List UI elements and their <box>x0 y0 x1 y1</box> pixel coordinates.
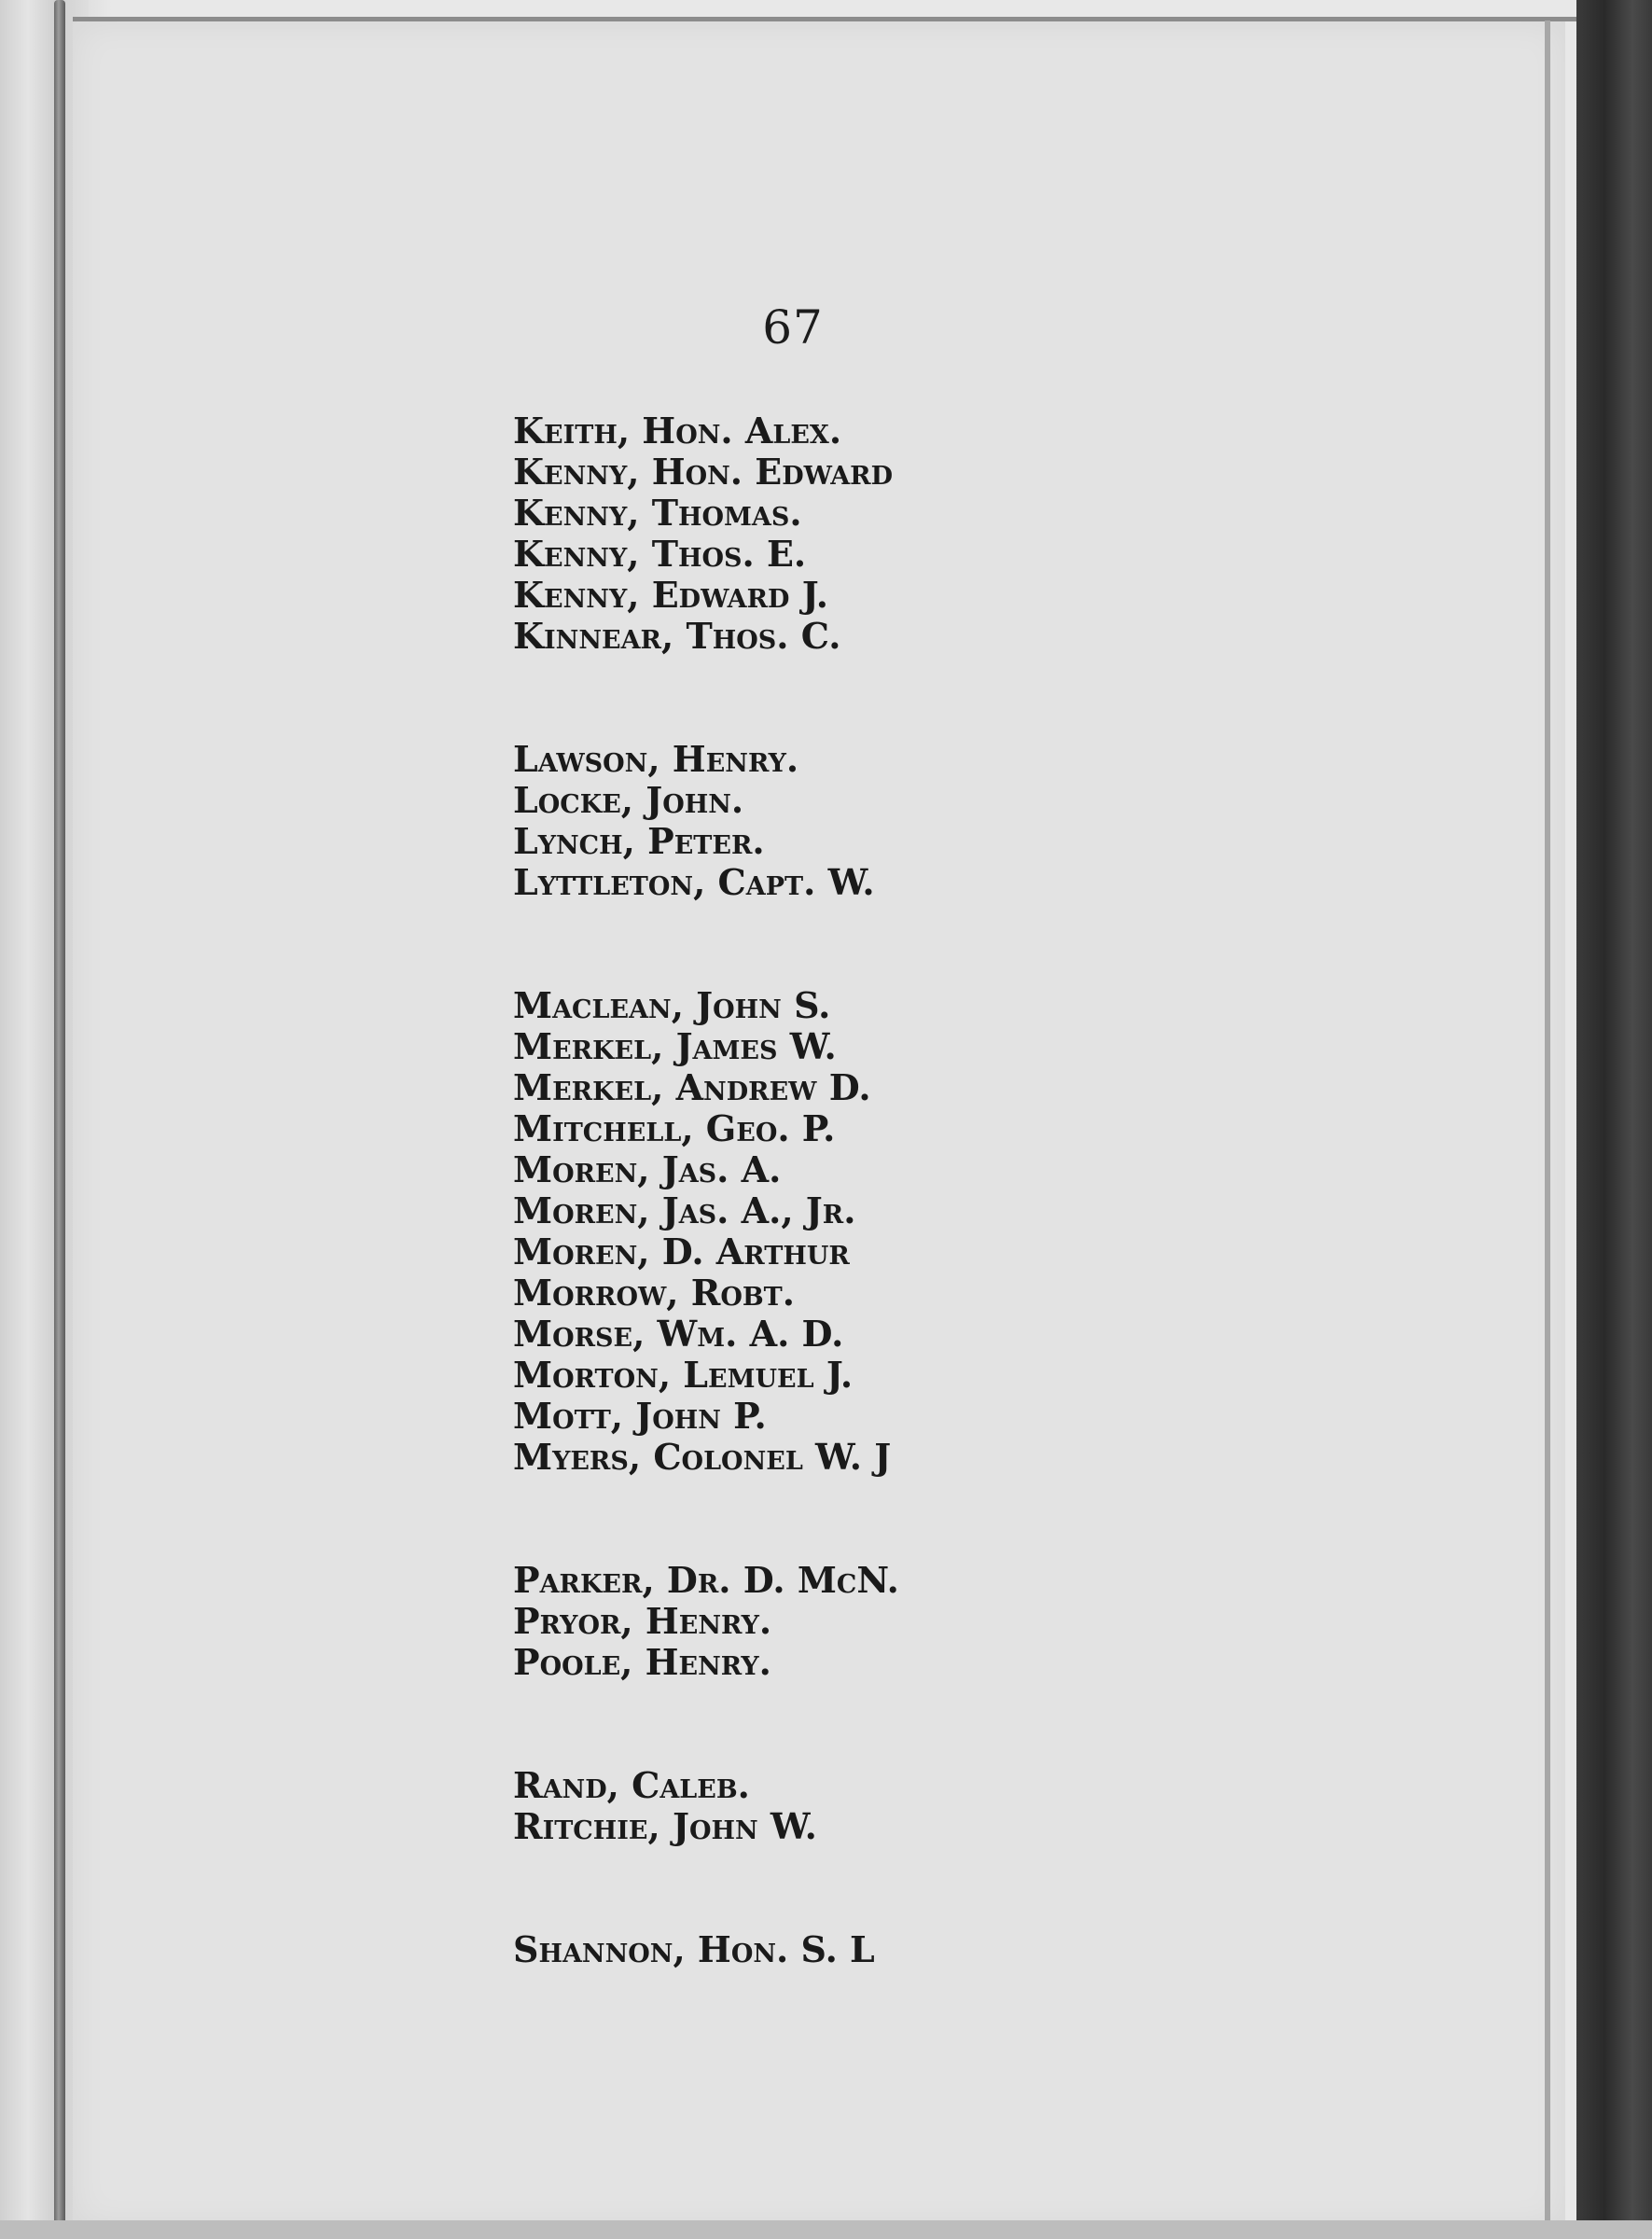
list-entry: Rand, Caleb. <box>513 1764 750 1806</box>
list-entry: Mitchell, Geo. P. <box>513 1107 836 1149</box>
list-entry: Morton, Lemuel J. <box>513 1354 854 1396</box>
left-binding-edge <box>54 0 65 2239</box>
name-list <box>513 410 1166 1970</box>
list-entry: Myers, Colonel W. J <box>513 1436 892 1478</box>
list-entry: Locke, John. <box>513 779 744 821</box>
list-entry: Moren, Jas. A. <box>513 1148 782 1190</box>
list-entry: Ritchie, John W. <box>513 1805 817 1847</box>
name-group-r <box>513 1765 1166 1847</box>
name-group-l <box>513 739 1166 903</box>
right-page-edge <box>1545 21 1550 2232</box>
list-entry: Merkel, James W. <box>513 1025 837 1067</box>
book-binding-shadow <box>1576 0 1652 2239</box>
list-entry: Moren, Jas. A., Jr. <box>513 1189 856 1231</box>
list-entry: Maclean, John S. <box>513 984 831 1026</box>
list-entry: Merkel, Andrew D. <box>513 1066 871 1108</box>
list-entry: Morse, Wm. A. D. <box>513 1313 844 1355</box>
list-entry: Kenny, Edward J. <box>513 574 828 616</box>
list-entry: Kenny, Thomas. <box>513 492 802 534</box>
name-group-k <box>513 410 1166 657</box>
list-entry: Kenny, Hon. Edward <box>513 451 894 493</box>
name-group-s <box>513 1929 1166 1970</box>
list-entry: Pryor, Henry. <box>513 1600 772 1642</box>
list-entry: Lynch, Peter. <box>513 820 765 862</box>
list-entry: Morrow, Robt. <box>513 1272 796 1314</box>
list-entry: Lyttleton, Capt. W. <box>513 861 875 903</box>
list-entry: Parker, Dr. D. McN. <box>513 1559 899 1601</box>
page-number: 67 <box>762 300 824 355</box>
list-entry: Mott, John P. <box>513 1395 767 1437</box>
list-entry: Moren, D. Arthur <box>513 1231 850 1272</box>
name-group-m <box>513 985 1166 1478</box>
list-entry: Poole, Henry. <box>513 1641 771 1683</box>
list-entry: Lawson, Henry. <box>513 738 799 780</box>
list-entry: Kinnear, Thos. C. <box>513 615 841 657</box>
bottom-page-edge <box>0 2220 1652 2239</box>
list-entry: Keith, Hon. Alex. <box>513 410 842 452</box>
list-entry: Shannon, Hon. S. L <box>513 1928 875 1970</box>
page-top-edge <box>73 17 1579 21</box>
list-entry: Kenny, Thos. E. <box>513 533 807 575</box>
name-group-p <box>513 1560 1166 1683</box>
